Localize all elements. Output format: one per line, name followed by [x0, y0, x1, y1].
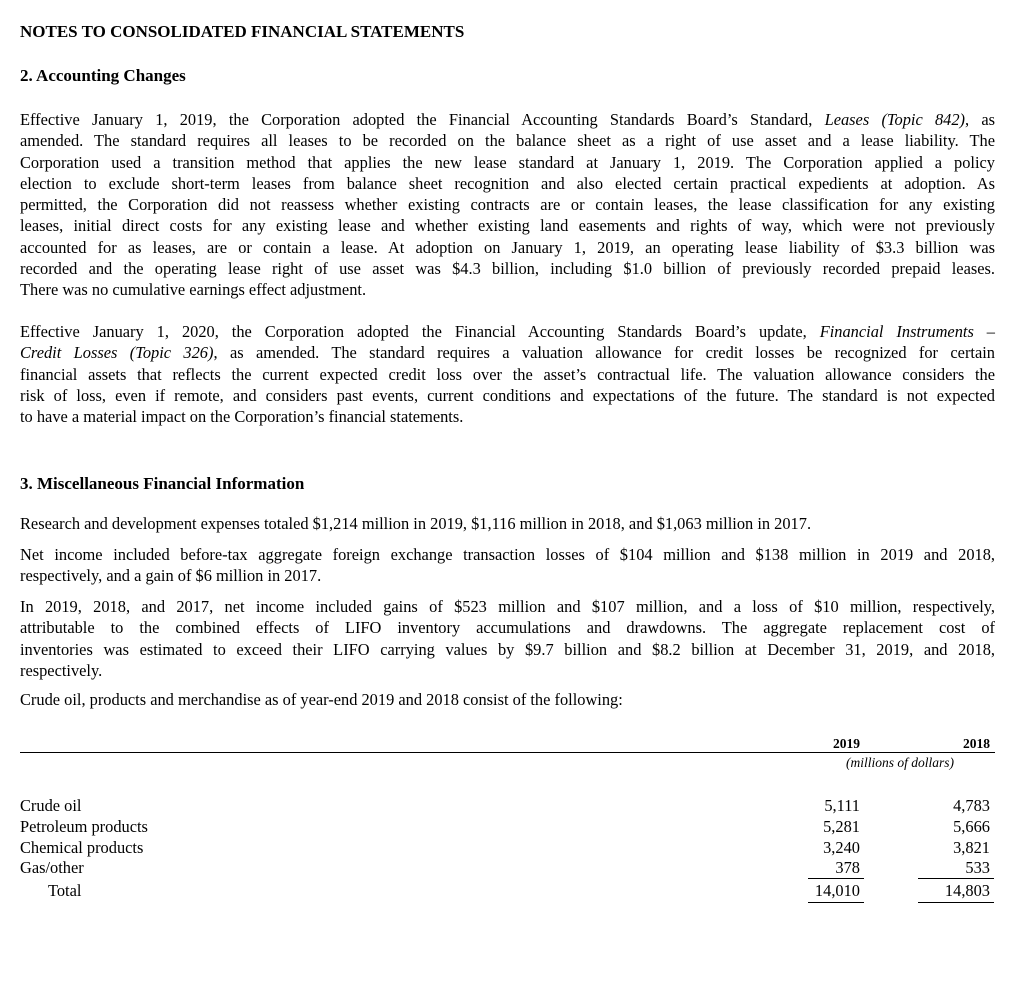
italic-text: Financial Instruments –	[819, 322, 995, 341]
section-3-heading: 3. Miscellaneous Financial Information	[20, 474, 305, 493]
text-run: respectively, and a gain of $6 million in 2017.	[20, 566, 322, 586]
italic-text: Leases (Topic 842)	[824, 110, 966, 129]
table-cell-2018: 3,821	[953, 838, 990, 857]
table-total-label: Total	[48, 881, 82, 900]
section-3-paragraph-2	[20, 544, 995, 587]
section-3-paragraph-4: Crude oil, products and merchandise as of year-end 2019 and 2018 consist of the following:	[20, 690, 623, 709]
paragraph-line	[20, 639, 995, 660]
table-cell-2018: 5,666	[953, 817, 990, 836]
paragraph-line	[20, 596, 995, 617]
table-cell-2019: 5,111	[824, 796, 860, 815]
section-2-paragraph-1	[20, 109, 995, 301]
text-run: permitted, the Corporation did not reassess whether existing contracts are or contain leases, the lease classification for any existing	[20, 195, 995, 215]
table-row-label: Crude oil	[20, 796, 82, 815]
paragraph-line	[20, 194, 995, 215]
subtotal-rule-2018	[918, 878, 994, 879]
paragraph-line	[20, 385, 995, 406]
paragraph-line	[20, 152, 995, 173]
table-row-label: Gas/other	[20, 858, 84, 877]
paragraph-line	[20, 279, 995, 300]
table-cell-2019: 3,240	[823, 838, 860, 857]
text-run: Corporation used a transition method that applies the new lease standard at January 1, 2019. The Corporation applied a policy	[20, 152, 995, 172]
text-run: inventories was estimated to exceed their LIFO carrying values by $9.7 billion and $8.2 billion at December 31, 2019, and 2018,	[20, 639, 995, 659]
table-cell-2019: 378	[835, 858, 860, 877]
paragraph-line	[20, 258, 995, 279]
paragraph-line	[20, 130, 995, 151]
table-row-label: Petroleum products	[20, 817, 148, 836]
paragraph-line	[20, 173, 995, 194]
paragraph-line	[20, 565, 995, 586]
text-run: Effective January 1, 2019, the Corporation adopted the Financial Accounting Standards Board’s Standard,	[20, 110, 825, 129]
document-title: NOTES TO CONSOLIDATED FINANCIAL STATEMENTS	[20, 22, 465, 41]
table-cell-2018: 533	[965, 858, 990, 877]
section-3-paragraph-1: Research and development expenses totaled $1,214 million in 2019, $1,116 million in 2018, and $1,063 million in 2017.	[20, 514, 812, 533]
text-run: , as amended. The standard requires a valuation allowance for credit losses be recognized for certain	[213, 343, 995, 363]
italic-text: Credit Losses (Topic 326)	[20, 343, 214, 363]
text-run: attributable to the combined effects of LIFO inventory accumulations and drawdowns. The aggregate replacement cost of	[20, 618, 995, 638]
text-run: leases, initial direct costs for any existing lease and whether existing land easements and rights of way, which were not previously	[20, 216, 995, 236]
table-cell-2019: 5,281	[823, 817, 860, 836]
section-2-paragraph-2	[20, 321, 995, 427]
text-run: , as	[965, 110, 995, 129]
units-label: (millions of dollars)	[846, 755, 955, 770]
text-run: In 2019, 2018, and 2017, net income included gains of $523 million and $107 million, and a loss of $10 million, respectively,	[20, 597, 995, 616]
text-run: amended. The standard requires all leases to be recorded on the balance sheet as a right of use asset and a lease liability. The	[20, 131, 995, 151]
total-rule-2018	[918, 902, 994, 903]
paragraph-line	[20, 237, 995, 258]
text-run: There was no cumulative earnings effect adjustment.	[20, 280, 367, 300]
table-row-label: Chemical products	[20, 838, 144, 857]
text-run: risk of loss, even if remote, and considers past events, current conditions and expectations of the future. The standard is not expected	[20, 385, 995, 405]
text-run: accounted for as leases, are or contain a lease. At adoption on January 1, 2019, an operating lease liability of $3.3 billion was	[20, 237, 995, 257]
paragraph-line	[20, 364, 995, 385]
paragraph-line	[20, 544, 995, 565]
paragraph-line	[20, 342, 995, 363]
table-cell-2018: 4,783	[953, 796, 990, 815]
text-run: Effective January 1, 2020, the Corporation adopted the Financial Accounting Standards Board’s update,	[20, 322, 820, 341]
paragraph-line	[20, 617, 995, 638]
table-top-rule	[20, 752, 995, 753]
section-3-paragraph-3	[20, 596, 995, 681]
text-run: election to exclude short-term leases from balance sheet recognition and also elected certain practical expedients at adoption. As	[20, 173, 995, 193]
text-run: respectively.	[20, 660, 103, 680]
paragraph-line	[20, 406, 995, 427]
table-total-2018: 14,803	[944, 881, 990, 900]
column-header-2019: 2019	[833, 736, 860, 751]
paragraph-line	[20, 660, 995, 681]
text-run: Net income included before-tax aggregate foreign exchange transaction losses of $104 million and $138 million in 2019 and 2018,	[20, 545, 995, 564]
paragraph-line	[20, 321, 995, 342]
paragraph-line	[20, 109, 995, 130]
text-run: to have a material impact on the Corporation’s financial statements.	[20, 407, 464, 427]
section-2-heading: 2. Accounting Changes	[20, 66, 186, 85]
total-rule-2019	[808, 902, 864, 903]
column-header-2018: 2018	[963, 736, 990, 751]
paragraph-line	[20, 215, 995, 236]
table-total-2019: 14,010	[814, 881, 860, 900]
subtotal-rule-2019	[808, 878, 864, 879]
text-run: financial assets that reflects the current expected credit loss over the asset’s contractual life. The valuation allowance considers the	[20, 364, 995, 384]
text-run: recorded and the operating lease right of use asset was $4.3 billion, including $1.0 billion of previously recorded prepaid leases.	[20, 259, 995, 279]
